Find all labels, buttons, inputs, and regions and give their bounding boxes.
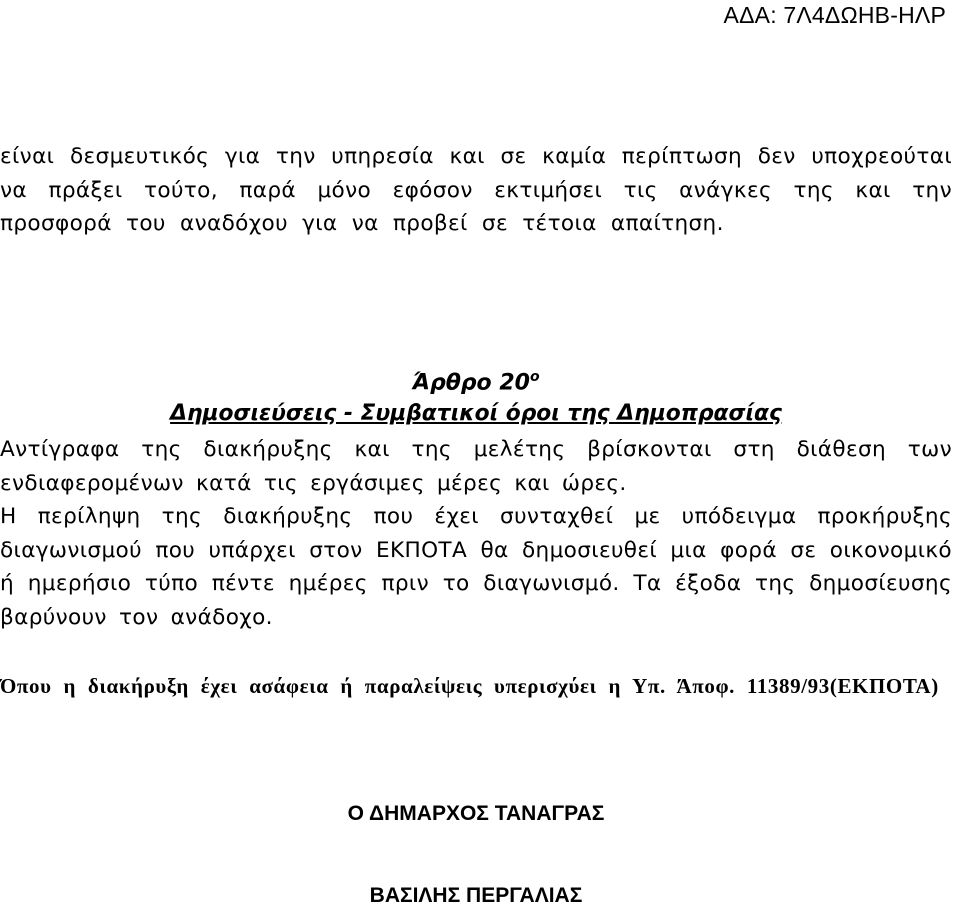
- paragraph-top: είναι δεσμευτικός για την υπηρεσία και σε καμία περίπτωση δεν υποχρεούται να πράξει τούτο, παρά μόνο εφόσον εκτιμήσει τις ανάγκες της και την προσφορά του αναδόχου για να προβεί σε τέτοια απαίτηση.: [0, 144, 952, 236]
- article-paragraph-1: Αντίγραφα της διακήρυξης και της μελέτης βρίσκονται στη διάθεση των ενδιαφερομένων κατά τις εργάσιμες μέρες και ώρες.: [0, 437, 952, 496]
- signature-name: ΒΑΣΙΛΗΣ ΠΕΡΓΑΛΙΑΣ: [369, 884, 583, 907]
- signature-title: Ο ΔΗΜΑΡΧΟΣ ΤΑΝΑΓΡΑΣ: [347, 802, 605, 825]
- ada-code: ΑΔΑ: 7Λ4ΔΩΗΒ-ΗΛΡ: [723, 2, 946, 28]
- article-title-text: Άρθρο 20: [412, 370, 530, 396]
- article-title: [0, 369, 952, 395]
- article-paragraph-2: Η περίληψη της διακήρυξης που έχει συνταχθεί με υπόδειγμα προκήρυξης διαγωνισμού που υπάρχει στον ΕΚΠΟΤΑ θα δημοσιευθεί μια φορά σε οικονομικό ή ημερήσιο τύπο πέντε ημέρες πριν το διαγωνισμό. Τα έξοδα της δημοσίευσης βαρύνουν τον ανάδοχο.: [0, 504, 952, 630]
- article-title-superscript: ο: [529, 369, 540, 385]
- bold-note: Όπου η διακήρυξη έχει ασάφεια ή παραλείψεις υπερισχύει η Υπ. Άποφ. 11389/93(ΕΚΠΟΤΑ): [0, 674, 939, 698]
- article-subtitle: Δημοσιεύσεις - Συμβατικοί όροι της Δημοπρασίας: [170, 401, 782, 426]
